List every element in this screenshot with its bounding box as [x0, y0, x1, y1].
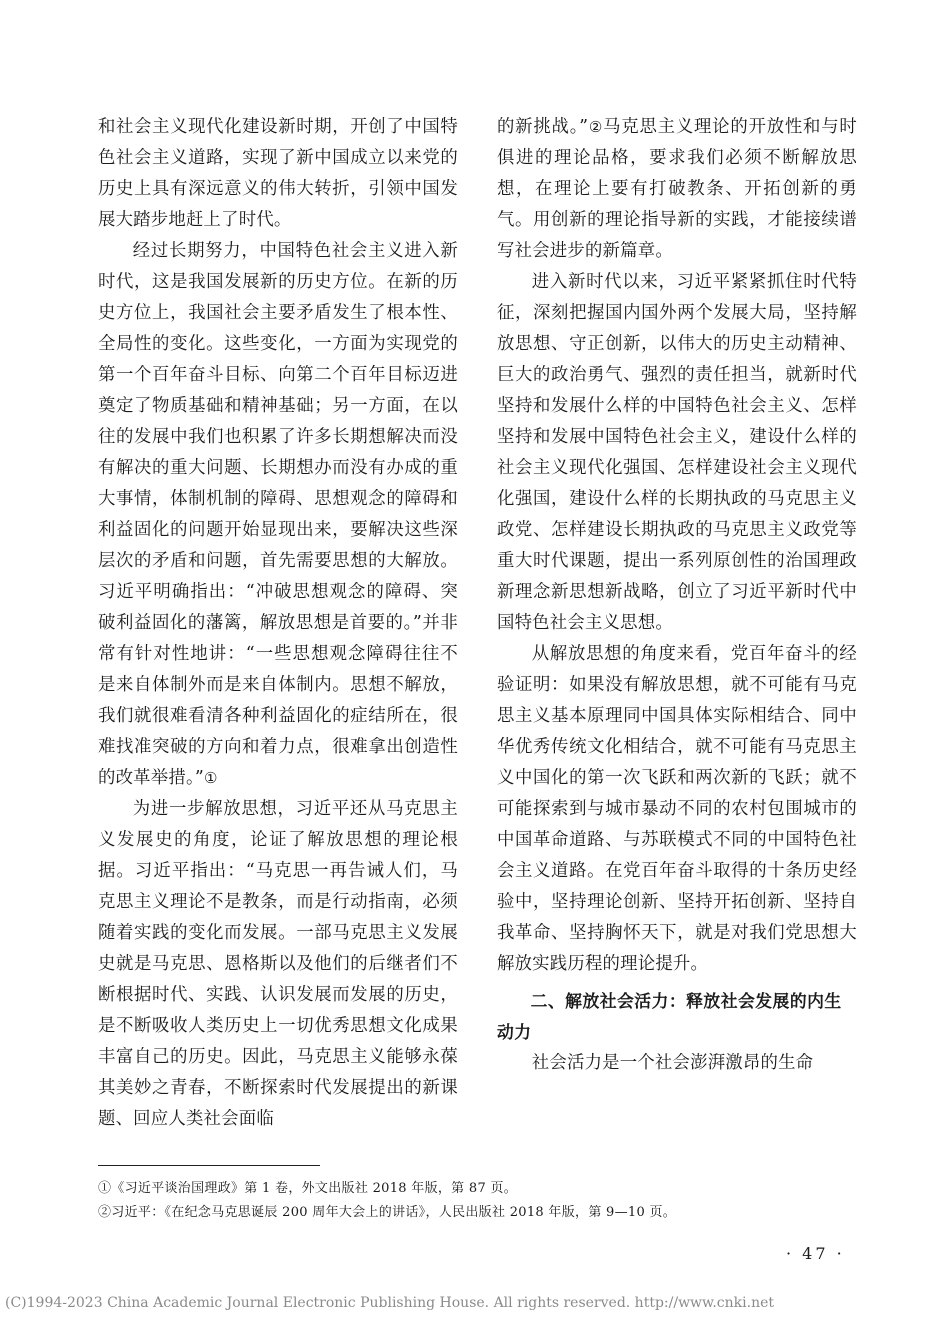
- right-paragraph-2: 进入新时代以来，习近平紧紧抓住时代特征，深刻把握国内国外两个发展大局，坚持解放思想、守正创新，以伟大的历史主动精神、巨大的政治勇气、强烈的责任担当，就新时代坚持和发展什么样的中国特色社会主义、怎样坚持和发展中国特色社会主义，建设什么样的社会主义现代化强国、怎样建设社会主义现代化强国，建设什么样的长期执政的马克思主义政党、怎样建设长期执政的马克思主义政党等重大时代课题，提出一系列原创性的治国理政新理念新思想新战略，创立了习近平新时代中国特色社会主义思想。: [497, 272, 857, 633]
- footnotes: [98, 1177, 858, 1225]
- footnote-1: ①《习近平谈治国理政》第 1 卷，外文出版社 2018 年版，第 87 页。: [98, 1181, 518, 1196]
- right-paragraph-1-start: 的新挑战。”: [497, 117, 589, 137]
- left-column: [98, 112, 458, 1135]
- right-paragraph-1: [497, 112, 857, 267]
- right-paragraph-3: 从解放思想的角度来看，党百年奋斗的经验证明：如果没有解放思想，就不可能有马克思主义基本原理同中国具体实际相结合、同中华优秀传统文化相结合，就不可能有马克思主义中国化的第一次飞跃和两次新的飞跃；就不可能探索到与城市暴动不同的农村包围城市的中国革命道路、与苏联模式不同的中国特色社会主义道路。在党百年奋斗取得的十条历史经验中，坚持理论创新、坚持开拓创新、坚持自我革命、坚持胸怀天下，就是对我们党思想大解放实践历程的理论提升。: [497, 644, 857, 974]
- left-paragraph-2-text: 经过长期努力，中国特色社会主义进入新时代，这是我国发展新的历史方位。在新的历史方位上，我国社会主要矛盾发生了根本性、全局性的变化。这些变化，一方面为实现党的第一个百年奋斗目标、向第二个百年目标迈进奠定了物质基础和精神基础；另一方面，在以往的发展中我们也积累了许多长期想解决而没有解决的重大问题、长期想办而没有办成的重大事情，体制机制的障碍、思想观念的障碍和利益固化的问题开始显现出来，要解决这些深层次的矛盾和问题，首先需要思想的大解放。习近平明确指出：“冲破思想观念的障碍、突破利益固化的藩篱，解放思想是首要的。”并非常有针对性地讲：“一些思想观念障碍往往不是来自体制外而是来自体制内。思想不解放，我们就很难看清各种利益固化的症结所在，很难找准突破的方向和着力点，很难拿出创造性的改革举措。”: [98, 241, 458, 788]
- left-paragraph-2: [98, 236, 458, 794]
- footnote-2: ②习近平：《在纪念马克思诞辰 200 周年大会上的讲话》，人民出版社 2018 年版，第 9—10 页。: [98, 1205, 677, 1220]
- footnote-ref-1[interactable]: ①: [203, 769, 218, 787]
- right-paragraph-4: 社会活力是一个社会澎湃激昂的生命: [531, 1053, 814, 1073]
- footnote-divider: [98, 1165, 320, 1166]
- footnote-ref-2[interactable]: ②: [588, 118, 604, 136]
- right-paragraph-1-rest: 马克思主义理论的开放性和与时俱进的理论品格，要求我们必须不断解放思想，在理论上要有打破教条、开拓创新的勇气。用创新的理论指导新的实践，才能接续谱写社会进步的新篇章。: [497, 117, 857, 261]
- left-paragraph-1: 和社会主义现代化建设新时期，开创了中国特色社会主义道路，实现了新中国成立以来党的历史上具有深远意义的伟大转折，引领中国发展大踏步地赶上了时代。: [98, 117, 458, 230]
- section-heading: 二、解放社会活力：释放社会发展的内生动力: [497, 991, 842, 1042]
- copyright-notice: (C)1994-2023 China Academic Journal Electronic Publishing House. All rights reserved. http://www.cnki.net: [5, 1295, 775, 1311]
- page-number: · 47 ·: [786, 1244, 845, 1263]
- right-column: [497, 112, 857, 1079]
- left-paragraph-3: 为进一步解放思想，习近平还从马克思主义发展史的角度，论证了解放思想的理论根据。习近平指出：“马克思一再告诫人们，马克思主义理论不是教条，而是行动指南，必须随着实践的变化而发展。一部马克思主义发展史就是马克思、恩格斯以及他们的后继者们不断根据时代、实践、认识发展而发展的历史，是不断吸收人类历史上一切优秀思想文化成果丰富自己的历史。因此，马克思主义能够永葆其美妙之青春，不断探索时代发展提出的新课题、回应人类社会面临: [98, 799, 458, 1129]
